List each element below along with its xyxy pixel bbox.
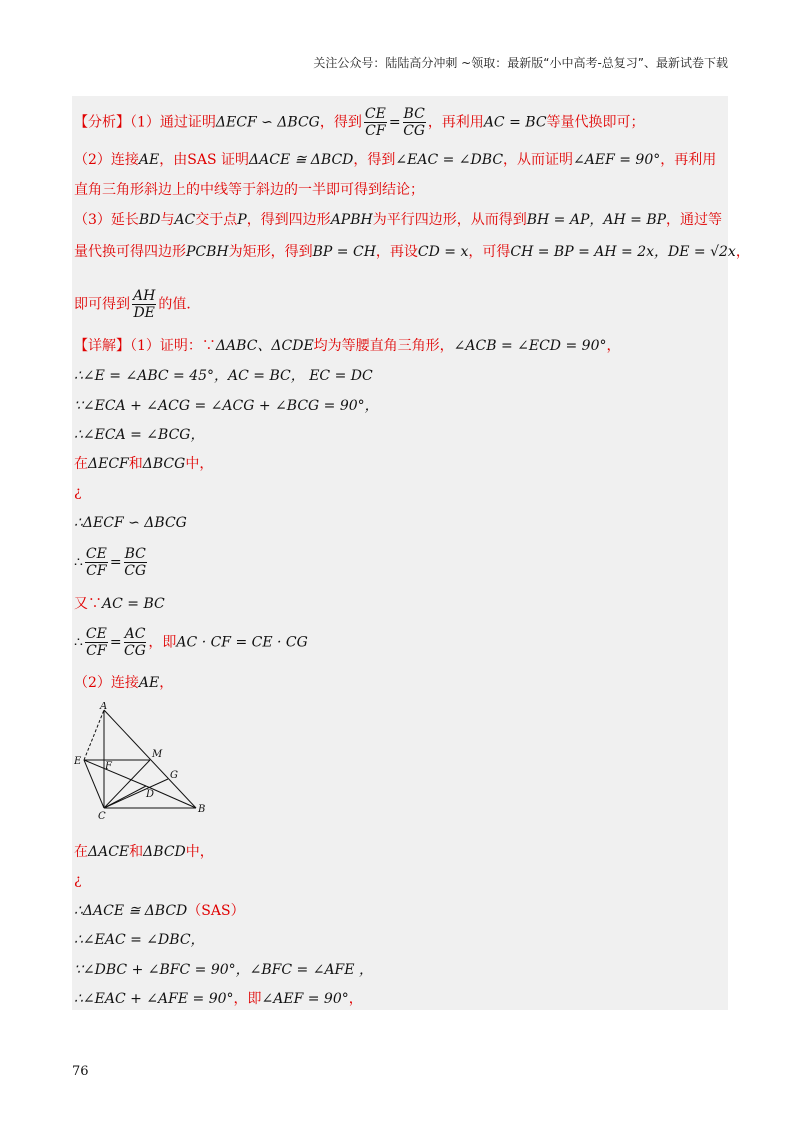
fraction [124,626,147,659]
text: ，即 [233,991,262,1007]
text: （2）连接 [74,152,139,168]
math: AC · CF = CE · CG [176,634,308,651]
text: ， [159,675,174,691]
text: （1）通过证明 [130,114,216,131]
detail-line-16 [74,960,373,980]
math: BP = CH [312,244,376,260]
detail-line-12 [74,842,214,862]
label-e: E [74,756,82,767]
math: P [237,212,247,228]
text: 交于点 [195,212,238,228]
math: ∠EAC = ∠DBC [395,152,504,168]
text: 与 [160,212,175,228]
label-f: F [105,761,112,772]
text: 中， [185,844,214,860]
numerator: BC [124,546,146,562]
text: ，从而证明 [503,152,574,168]
detail-line-6 [74,482,82,502]
page-number: 76 [72,1064,89,1079]
math: ∴∠ECA = ∠BCG， [74,427,205,443]
text: （3）延长 [74,212,139,228]
equals: = [109,554,122,571]
detail-line-2 [74,366,373,386]
math: ΔECF [88,456,129,472]
math: ΔABC、ΔCDE [215,338,314,354]
math: APBH [330,212,373,228]
fraction [124,546,147,579]
math: ΔACE ≅ ΔBCD [249,152,354,168]
math: AC = BC [102,596,165,612]
math: ∠ACB = ∠ECD = 90° [453,338,607,354]
segment-cg [104,779,168,808]
fraction [403,106,426,139]
label-a: A [100,702,108,712]
solution-content [72,96,750,1010]
fraction [85,626,108,659]
label-d: D [146,789,155,800]
math: ΔBCD [143,844,186,860]
text: ∴ [74,634,83,651]
math: ∴ΔACE ≅ ΔBCD [74,903,188,919]
text: ¿ [74,872,82,888]
text: ，得到 [353,152,396,168]
analysis-line-1 [74,106,645,139]
math: ∴∠EAC = ∠DBC， [74,932,205,948]
text: ¿ [74,484,82,500]
numerator: AC [124,626,146,642]
denominator: CG [124,563,147,579]
math: BD [138,212,161,228]
detail-tag: 【详解】 [74,338,130,354]
text: ，即 [148,634,177,651]
detail-line-1 [74,336,620,356]
analysis-line-4 [74,210,722,230]
math: AC = BC [483,114,547,131]
text: ， [348,991,363,1007]
math: ΔBCG [142,456,186,472]
math: ∴∠E = ∠ABC = 45°，AC = BC， EC = DC [74,368,373,384]
text: （2）连接 [74,675,139,691]
denominator: CF [86,643,107,659]
detail-line-4 [74,425,204,445]
math: BH = AP，AH = BP [526,212,667,228]
numerator: CE [85,546,107,562]
detail-line-9 [74,594,165,614]
text: ，再利用 [660,152,717,168]
text: ∴ [74,554,83,571]
math: AE [138,152,160,168]
detail-line-13 [74,870,82,890]
equals: = [388,114,401,131]
text: ， [606,338,621,354]
fraction [364,106,387,139]
numerator: CE [85,626,107,642]
math: AC [174,212,196,228]
text: 在 [74,844,88,860]
text: 在 [74,456,88,472]
denominator: CG [403,123,426,139]
label-g: G [170,770,178,781]
text: （SAS） [187,903,245,919]
math: PCBH [186,244,229,260]
math: ∵∠DBC + ∠BFC = 90°，∠BFC = ∠AFE ， [74,962,373,978]
label-c: C [98,811,106,820]
detail-line-8 [74,546,149,579]
text: 均为等腰直角三角形， [313,338,454,354]
analysis-line-5 [74,242,750,262]
text: 即可得到 [74,296,130,313]
detail-line-14 [74,901,245,921]
text: 的值． [158,296,201,313]
text: （1）证明：∵ [130,338,216,354]
label-m: M [152,749,163,760]
text: ，再利用 [427,114,484,131]
detail-line-3 [74,396,379,416]
detail-line-15 [74,930,205,950]
label-b: B [198,804,206,815]
text: 又∵ [74,596,102,612]
analysis-tag: 【分析】 [74,114,130,131]
text: ，再设 [375,244,418,260]
text: ， [735,244,750,260]
detail-line-10 [74,626,308,659]
math: ∵∠ECA + ∠ACG = ∠ACG + ∠BCG = 90°， [74,398,379,414]
text: 和 [128,456,143,472]
text: 直角三角形斜边上的中线等于斜边的一半即可得到结论； [74,182,424,198]
fraction [132,288,156,321]
math: ∴ΔECF ∽ ΔBCG [74,515,187,531]
text: 等量代换即可； [546,114,645,131]
text: ，通过等 [666,212,723,228]
geometry-figure [74,702,214,820]
detail-line-11 [74,673,173,693]
denominator: CG [124,643,146,659]
text: ，由SAS 证明 [159,152,250,168]
text: ，得到 [319,114,362,131]
detail-line-7 [74,513,187,533]
text: 和 [129,844,144,860]
analysis-line-2 [74,150,716,170]
text: 为平行四边形，从而得到 [372,212,527,228]
text: 为矩形，得到 [228,244,313,260]
math: ΔECF ∽ ΔBCG [215,114,320,131]
analysis-line-3 [74,180,424,200]
numerator: AH [133,288,156,304]
equals: = [109,634,122,651]
page-header: 关注公众号：陆陆高分冲刺 ~领取：最新版“小中高考-总复习”、最新试卷下载 [313,56,728,70]
denominator: CF [365,123,386,139]
detail-line-17 [74,989,363,1009]
math: ∠AEF = 90° [573,152,661,168]
math: ΔACE [88,844,130,860]
text: ，可得 [468,244,511,260]
math: AE [138,675,160,691]
fraction [85,546,108,579]
text: 量代换可得四边形 [74,244,186,260]
text: ，得到四边形 [246,212,331,228]
denominator: CF [86,563,107,579]
denominator: DE [133,305,155,321]
numerator: BC [403,106,425,122]
math: CH = BP = AH = 2x，DE = √2x [510,244,736,260]
segment-ae-dashed [84,710,104,760]
math: CD = x [417,244,469,260]
math: ∠AEF = 90° [261,991,349,1007]
analysis-line-6 [74,288,200,321]
math: ∴∠EAC + ∠AFE = 90° [74,991,234,1007]
numerator: CE [364,106,386,122]
detail-line-5 [74,454,213,474]
text: 中， [185,456,214,472]
